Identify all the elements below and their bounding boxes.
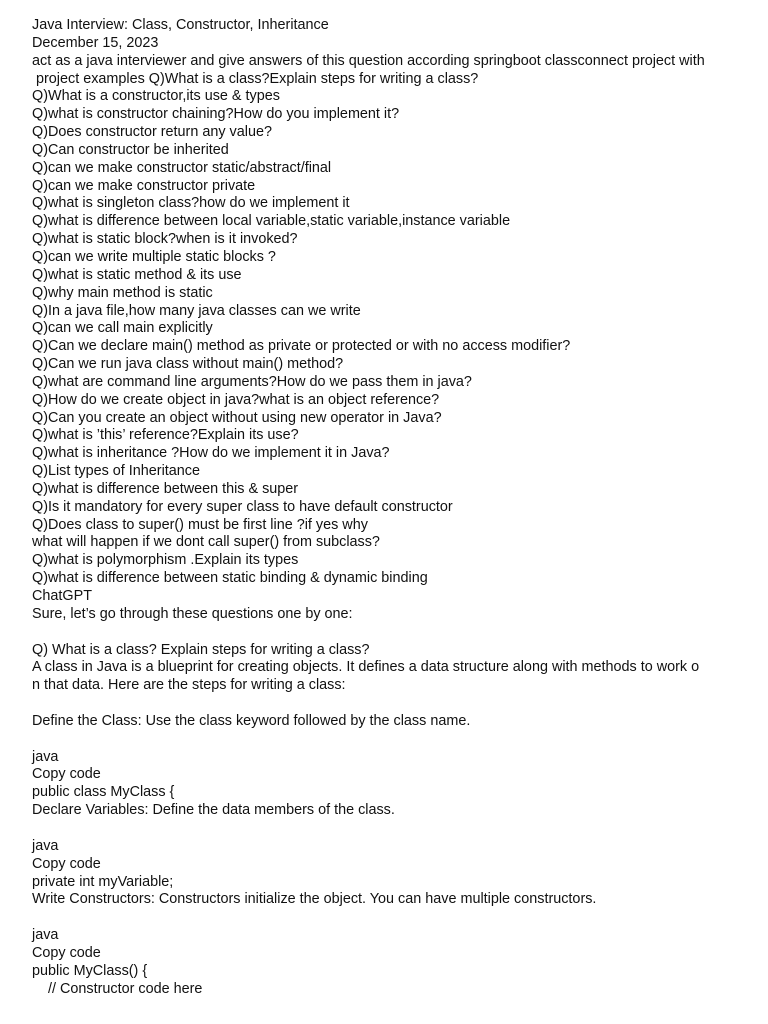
- answer-paragraph-line: A class in Java is a blueprint for creating objects. It defines a data structure along with methods to work o: [32, 659, 700, 676]
- question-item: Q)what is constructor chaining?How do you implement it?: [32, 106, 400, 123]
- question-item: Q)why main method is static: [32, 284, 213, 301]
- blank-line: [32, 909, 744, 927]
- document-title: Java Interview: Class, Constructor, Inheritance: [32, 17, 329, 33]
- question-item: Q)Can we declare main() method as private or protected or with no access modifier?: [32, 338, 571, 355]
- question-item: what will happen if we dont call super() from subclass?: [32, 534, 380, 551]
- step-text: Define the Class: Use the class keyword followed by the class name.: [32, 712, 471, 729]
- code-language-label: java: [32, 748, 59, 765]
- question-item: Q)Can constructor be inherited: [32, 141, 229, 158]
- question-item: Q)can we call main explicitly: [32, 320, 213, 337]
- code-line: public class MyClass {: [32, 784, 175, 801]
- blank-line: [32, 731, 744, 749]
- step-text: Declare Variables: Define the data members of the class.: [32, 802, 395, 819]
- question-item: Q)what is static method & its use: [32, 266, 242, 283]
- prompt-line: act as a java interviewer and give answers of this question according springboot classconnect project with: [32, 52, 705, 69]
- copy-code-label: Copy code: [32, 944, 101, 961]
- step-text: Write Constructors: Constructors initialize the object. You can have multiple constructors.: [32, 891, 597, 908]
- question-item: Q)Is it mandatory for every super class to have default constructor: [32, 498, 453, 515]
- question-item: Q)can we make constructor static/abstract/final: [32, 159, 332, 176]
- code-language-label: java: [32, 837, 59, 854]
- question-item: Q)what is ’this’ reference?Explain its use?: [32, 427, 299, 444]
- blank-line: [32, 695, 744, 713]
- question-item: Q)what are command line arguments?How do we pass them in java?: [32, 373, 472, 390]
- question-item: Q)what is polymorphism .Explain its types: [32, 552, 299, 569]
- code-line: public MyClass() {: [32, 962, 148, 979]
- blank-line: [32, 624, 744, 642]
- question-item: Q)In a java file,how many java classes can we write: [32, 302, 361, 319]
- answer-heading: Q) What is a class? Explain steps for writing a class?: [32, 641, 370, 658]
- speaker-label: ChatGPT: [32, 588, 92, 604]
- question-item: Q)Does constructor return any value?: [32, 124, 272, 141]
- document-date: December 15, 2023: [32, 34, 159, 51]
- question-item: Q)what is difference between this & super: [32, 480, 299, 497]
- code-language-label: java: [32, 927, 59, 944]
- question-item: Q)How do we create object in java?what is an object reference?: [32, 391, 440, 408]
- answer-paragraph-line: n that data. Here are the steps for writing a class:: [32, 677, 346, 694]
- question-item: Q)what is static block?when is it invoked?: [32, 231, 298, 248]
- question-item: Q)what is inheritance ?How do we implement it in Java?: [32, 445, 390, 462]
- code-line: private int myVariable;: [32, 873, 174, 890]
- document-body: [32, 17, 744, 998]
- copy-code-label: Copy code: [32, 766, 101, 783]
- code-line: // Constructor code here: [48, 980, 203, 997]
- question-item: Q)List types of Inheritance: [32, 463, 200, 480]
- question-item: Q)What is a constructor,its use & types: [32, 88, 280, 105]
- question-item: Q)what is difference between local variable,static variable,instance variable: [32, 213, 511, 230]
- question-item: Q)what is difference between static binding & dynamic binding: [32, 570, 428, 587]
- answer-intro: Sure, let’s go through these questions one by one:: [32, 605, 353, 622]
- question-item: Q)Can you create an object without using new operator in Java?: [32, 409, 442, 426]
- question-list: [32, 88, 744, 588]
- question-item: Q)Can we run java class without main() method?: [32, 356, 344, 373]
- question-item: Q)can we write multiple static blocks ?: [32, 248, 276, 265]
- prompt-line: project examples Q)What is a class?Explain steps for writing a class?: [36, 70, 479, 87]
- question-item: Q)what is singleton class?how do we implement it: [32, 195, 350, 212]
- copy-code-label: Copy code: [32, 855, 101, 872]
- question-item: Q)can we make constructor private: [32, 177, 256, 194]
- question-item: Q)Does class to super() must be first line ?if yes why: [32, 516, 368, 533]
- blank-line: [32, 820, 744, 838]
